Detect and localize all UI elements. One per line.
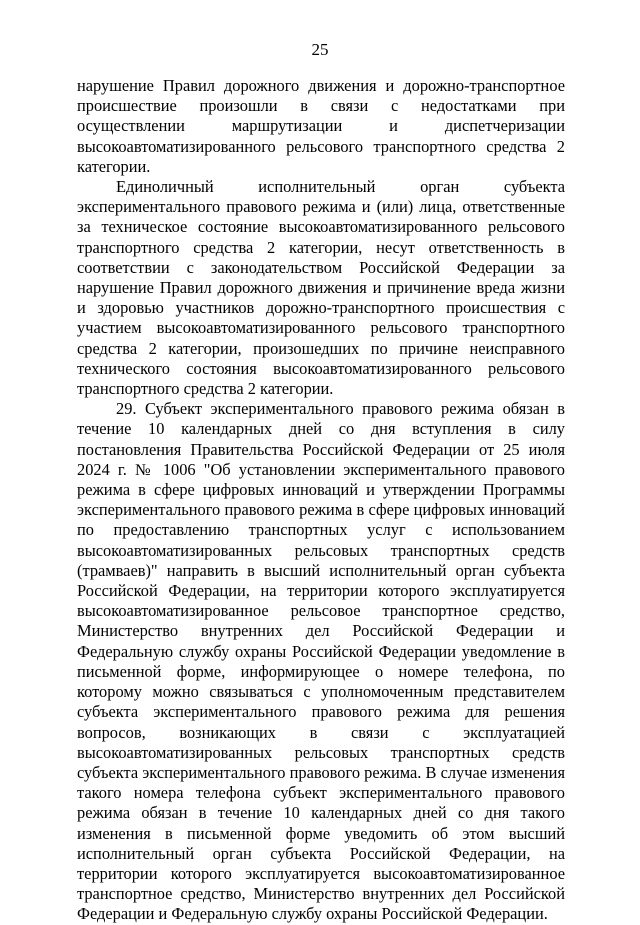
document-body <box>77 76 565 925</box>
page-number: 25 <box>311 40 329 59</box>
paragraph-item-29: 29. Субъект экспериментального правового режима обязан в течение 10 календарных дней со дня вступления в силу постановления Правительства Российской Федерации от 25 июля 2024 г. № 1006 "Об установлении экспериментального правового режима в сфере цифровых инноваций и утверждении Программы экспериментального правового режима в сфере цифровых инноваций по предоставлению транспортных услуг с использованием высокоавтоматизированных рельсовых транспортных средств (трамваев)" направить в высший исполнительный орган субъекта Российской Федерации, на территории которого эксплуатируется высокоавтоматизированное рельсовое транспортное средство, Министерство внутренних дел Российской Федерации и Федеральную службу охраны Российской Федерации уведомление в письменной форме, информирующее о номере телефона, по которому можно связываться с уполномоченным представителем субъекта экспериментального правового режима для решения вопросов, возникающих в связи с эксплуатацией высокоавтоматизированных рельсовых транспортных средств субъекта экспериментального правового режима. В случае изменения такого номера телефона субъект экспериментального правового режима обязан в течение 10 календарных дней со дня такого изменения в письменной форме уведомить об этом высший исполнительный орган субъекта Российской Федерации, на территории которого эксплуатируется высокоавтоматизированное транспортное средство, Министерство внутренних дел Российской Федерации и Федеральную службу охраны Российской Федерации. <box>77 399 565 924</box>
paragraph-continuation: нарушение Правил дорожного движения и дорожно-транспортное происшествие произошли в связи с недостатками при осуществлении маршрутизации и диспетчеризации высокоавтоматизированного рельсового транспортного средства 2 категории. <box>77 76 565 176</box>
paragraph-responsibility: Единоличный исполнительный орган субъекта экспериментального правового режима и (или) лица, ответственные за техническое состояние высокоавтоматизированного рельсового транспортного средства 2 категории, несут ответственность в соответствии с законодательством Российской Федерации за нарушение Правил дорожного движения и причинение вреда жизни и здоровью участников дорожно-транспортного происшествия с участием высокоавтоматизированного рельсового транспортного средства 2 категории, произошедших по причине неисправного технического состояния высокоавтоматизированного рельсового транспортного средства 2 категории. <box>77 177 565 399</box>
